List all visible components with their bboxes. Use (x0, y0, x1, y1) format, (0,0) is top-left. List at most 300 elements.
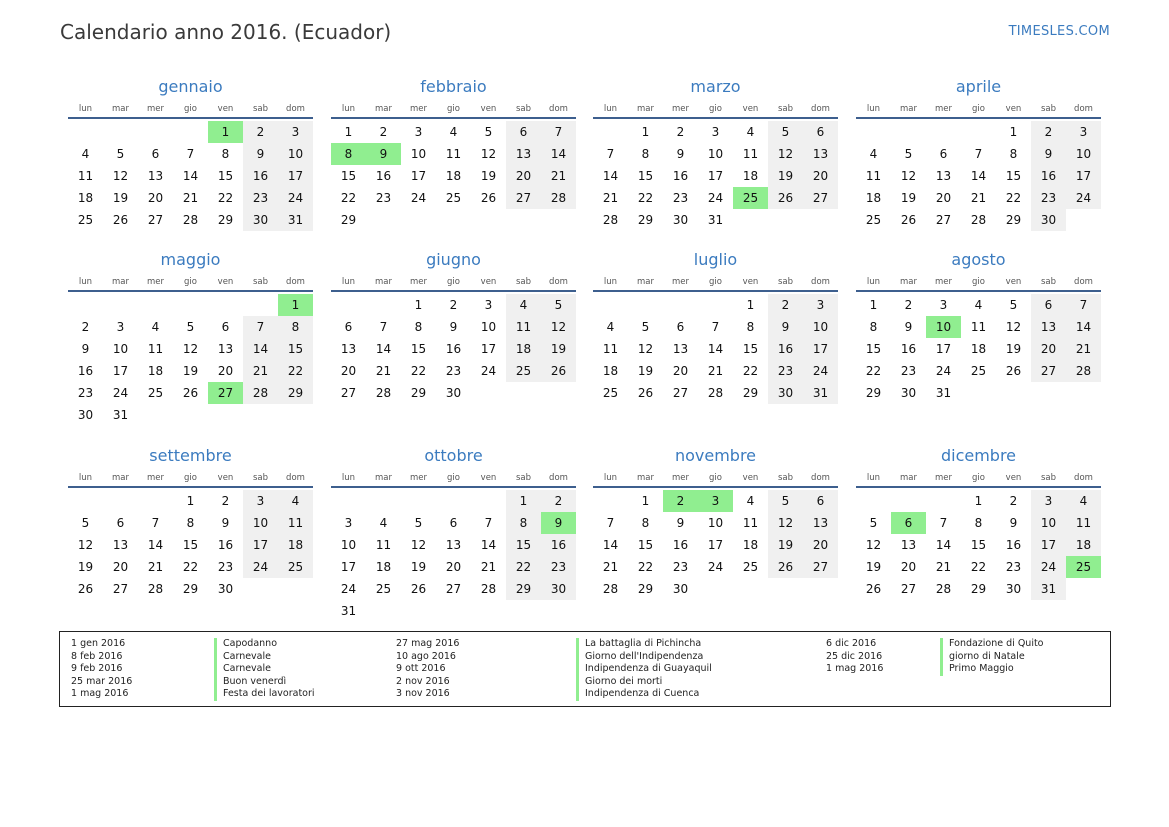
weekday-header-row (593, 277, 838, 289)
weekday-label: mer (409, 473, 427, 483)
day-cell: 23 (445, 364, 462, 378)
weekday-label: gio (709, 277, 722, 287)
weekday-label: mer (671, 473, 689, 483)
day-cell: 9 (676, 147, 685, 161)
day-cell: 15 (217, 169, 234, 183)
day-cell: 11 (445, 147, 462, 161)
day-cell: 31 (803, 382, 838, 404)
day-cell: 27 (935, 213, 952, 227)
weekday-label: dom (1074, 277, 1093, 287)
day-cell: 17 (278, 165, 313, 187)
day-cell: 31 (707, 213, 724, 227)
weekday-label: sab (515, 277, 532, 287)
day-cell: 31 (112, 408, 129, 422)
weekday-label: lun (603, 104, 618, 114)
day-cell: 15 (410, 342, 427, 356)
month-divider (68, 117, 313, 119)
day-cell: 8 (221, 147, 230, 161)
day-cell: 20 (803, 534, 838, 556)
day-cell: 9 (1009, 516, 1018, 530)
day-cell: 18 (865, 191, 882, 205)
weekday-label: mar (375, 473, 392, 483)
day-cell: 4 (869, 147, 878, 161)
day-cell: 24 (1066, 187, 1101, 209)
day-cell: 21 (541, 165, 576, 187)
month-divider (331, 486, 576, 488)
day-cell: 9 (221, 516, 230, 530)
day-cell: 13 (803, 143, 838, 165)
day-cell: 24 (278, 187, 313, 209)
day-cell: 4 (974, 298, 983, 312)
day-cell: 12 (768, 512, 803, 534)
day-cell: 29 (217, 213, 234, 227)
day-cell: 8 (869, 320, 878, 334)
month-divider (68, 290, 313, 292)
day-cell: 28 (147, 582, 164, 596)
day-cell: 5 (904, 147, 913, 161)
day-cell: 22 (182, 560, 199, 574)
month-name: novembre (674, 446, 757, 465)
day-cell: 1 (641, 125, 650, 139)
legend-date: 8 feb 2016 (71, 650, 123, 662)
day-cell: 5 (768, 121, 803, 143)
weekday-label: lun (341, 277, 356, 287)
day-cell: 23 (375, 191, 392, 205)
day-cell: 5 (484, 125, 493, 139)
weekday-label: ven (742, 277, 759, 287)
day-cell: 26 (112, 213, 129, 227)
weekday-label: mar (112, 277, 129, 287)
day-cell: 26 (480, 191, 497, 205)
weekday-label: mar (375, 277, 392, 287)
weekday-label: dom (549, 473, 568, 483)
day-cell: 5 (81, 516, 90, 530)
day-cell: 22 (865, 364, 882, 378)
month-name: marzo (690, 77, 741, 96)
weekday-label: ven (1005, 473, 1022, 483)
day-cell: 22 (970, 560, 987, 574)
day-cell: 18 (77, 191, 94, 205)
day-cell: 23 (541, 556, 576, 578)
day-cell: 10 (707, 516, 724, 530)
day-cell: 19 (637, 364, 654, 378)
weekday-label: ven (480, 104, 497, 114)
day-cell: 14 (480, 538, 497, 552)
day-cell: 21 (1066, 338, 1101, 360)
day-cell: 14 (541, 143, 576, 165)
weekday-label: mar (112, 473, 129, 483)
day-cell: 15 (278, 338, 313, 360)
day-cell: 18 (445, 169, 462, 183)
day-cell: 30 (445, 386, 462, 400)
weekday-label: mer (934, 104, 952, 114)
day-cell: 14 (602, 169, 619, 183)
day-cell: 26 (637, 386, 654, 400)
day-cell: 3 (116, 320, 125, 334)
weekday-label: ven (217, 473, 234, 483)
day-cell: 20 (900, 560, 917, 574)
day-cell: 23 (77, 386, 94, 400)
weekday-label: gio (972, 277, 985, 287)
day-cell: 4 (606, 320, 615, 334)
day-cell: 27 (445, 582, 462, 596)
day-cell: 28 (182, 213, 199, 227)
holiday-day-cell: 25 (1066, 556, 1101, 578)
day-cell: 19 (77, 560, 94, 574)
legend-holiday-name: Indipendenza di Cuenca (576, 688, 712, 701)
day-cell: 1 (974, 494, 983, 508)
day-cell: 6 (939, 147, 948, 161)
weekday-label: ven (480, 473, 497, 483)
day-cell: 10 (803, 316, 838, 338)
day-cell: 20 (935, 191, 952, 205)
day-cell: 15 (637, 169, 654, 183)
month-name: gennaio (158, 77, 223, 96)
day-cell: 6 (151, 147, 160, 161)
holiday-day-cell: 1 (278, 294, 313, 316)
month-name: maggio (160, 250, 221, 269)
weekday-label: ven (217, 277, 234, 287)
day-cell: 8 (1009, 147, 1018, 161)
weekday-label: dom (286, 473, 305, 483)
day-cell: 26 (410, 582, 427, 596)
day-cell: 16 (1005, 538, 1022, 552)
day-cell: 12 (768, 143, 803, 165)
day-cell: 3 (803, 294, 838, 316)
day-cell: 27 (147, 213, 164, 227)
legend-holiday-name: Buon venerdì (214, 676, 315, 689)
day-cell: 7 (186, 147, 195, 161)
day-cell: 13 (217, 342, 234, 356)
day-cell: 15 (742, 342, 759, 356)
day-cell: 11 (147, 342, 164, 356)
day-cell: 16 (900, 342, 917, 356)
day-cell: 21 (243, 360, 278, 382)
day-cell: 30 (672, 582, 689, 596)
day-cell: 16 (445, 342, 462, 356)
weekday-label: mer (409, 277, 427, 287)
holiday-day-cell: 3 (698, 490, 733, 512)
day-cell: 13 (672, 342, 689, 356)
day-cell: 13 (900, 538, 917, 552)
day-cell: 24 (480, 364, 497, 378)
day-cell: 13 (147, 169, 164, 183)
day-cell: 19 (865, 560, 882, 574)
day-cell: 12 (410, 538, 427, 552)
day-cell: 16 (1031, 165, 1066, 187)
legend-date: 27 mag 2016 (396, 638, 460, 649)
day-cell: 22 (742, 364, 759, 378)
day-cell: 26 (900, 213, 917, 227)
weekday-label: gio (184, 473, 197, 483)
day-cell: 23 (900, 364, 917, 378)
day-cell: 24 (707, 191, 724, 205)
day-cell: 26 (1005, 364, 1022, 378)
day-cell: 7 (939, 516, 948, 530)
day-cell: 7 (1066, 294, 1101, 316)
day-cell: 15 (637, 538, 654, 552)
weekday-label: dom (811, 277, 830, 287)
day-cell: 4 (379, 516, 388, 530)
day-cell: 19 (1005, 342, 1022, 356)
legend-date: 9 feb 2016 (71, 663, 123, 674)
day-cell: 9 (81, 342, 90, 356)
day-cell: 27 (340, 386, 357, 400)
weekday-label: mar (112, 104, 129, 114)
day-cell: 22 (217, 191, 234, 205)
day-cell: 20 (340, 364, 357, 378)
day-cell: 11 (970, 320, 987, 334)
day-cell: 20 (672, 364, 689, 378)
weekday-label: sab (777, 473, 794, 483)
legend-holiday-name: Primo Maggio (940, 663, 1044, 676)
day-cell: 25 (742, 560, 759, 574)
day-cell: 14 (182, 169, 199, 183)
weekday-header-row (331, 277, 576, 289)
day-cell: 28 (970, 213, 987, 227)
day-cell: 15 (340, 169, 357, 183)
day-cell: 8 (641, 516, 650, 530)
day-cell: 21 (480, 560, 497, 574)
day-cell: 13 (340, 342, 357, 356)
legend-date: 9 ott 2016 (396, 663, 446, 674)
day-cell: 17 (935, 342, 952, 356)
weekday-label: mer (934, 473, 952, 483)
day-cell: 10 (278, 143, 313, 165)
day-cell: 3 (278, 121, 313, 143)
day-cell: 30 (217, 582, 234, 596)
holiday-day-cell: 8 (331, 143, 366, 165)
month-name: febbraio (420, 77, 487, 96)
weekday-label: dom (286, 277, 305, 287)
day-cell: 16 (768, 338, 803, 360)
day-cell: 15 (970, 538, 987, 552)
weekday-label: dom (1074, 473, 1093, 483)
day-cell: 22 (637, 191, 654, 205)
day-cell: 21 (935, 560, 952, 574)
weekday-label: lun (78, 473, 93, 483)
day-cell: 11 (742, 516, 759, 530)
weekday-header-row (331, 104, 576, 116)
day-cell: 26 (182, 386, 199, 400)
legend-date: 10 ago 2016 (396, 650, 456, 662)
day-cell: 7 (484, 516, 493, 530)
day-cell: 20 (112, 560, 129, 574)
day-cell: 8 (186, 516, 195, 530)
month-name: dicembre (940, 446, 1017, 465)
day-cell: 1 (869, 298, 878, 312)
day-cell: 17 (1031, 534, 1066, 556)
day-cell: 27 (803, 556, 838, 578)
day-cell: 4 (506, 294, 541, 316)
day-cell: 25 (865, 213, 882, 227)
day-cell: 3 (484, 298, 493, 312)
day-cell: 13 (112, 538, 129, 552)
weekday-label: mar (900, 277, 917, 287)
weekday-label: dom (1074, 104, 1093, 114)
legend-col-2-names (576, 638, 712, 701)
day-cell: 26 (768, 187, 803, 209)
legend-holiday-name: giorno di Natale (940, 651, 1044, 664)
legend-date: 2 nov 2016 (396, 675, 450, 687)
legend-date: 25 dic 2016 (826, 650, 883, 662)
day-cell: 4 (81, 147, 90, 161)
day-cell: 16 (672, 538, 689, 552)
day-cell: 23 (1005, 560, 1022, 574)
day-cell: 22 (506, 556, 541, 578)
day-cell: 21 (375, 364, 392, 378)
weekday-label: mar (900, 473, 917, 483)
weekday-label: sab (252, 473, 269, 483)
weekday-label: lun (78, 104, 93, 114)
day-cell: 3 (1066, 121, 1101, 143)
day-cell: 3 (243, 490, 278, 512)
holiday-day-cell: 25 (733, 187, 768, 209)
holiday-day-cell: 9 (366, 143, 401, 165)
legend-holiday-name: Indipendenza di Guayaquil (576, 663, 712, 676)
weekday-label: dom (549, 277, 568, 287)
weekday-label: mar (637, 473, 654, 483)
day-cell: 24 (340, 582, 357, 596)
holiday-day-cell: 1 (208, 121, 243, 143)
day-cell: 23 (768, 360, 803, 382)
day-cell: 24 (707, 560, 724, 574)
day-cell: 18 (742, 169, 759, 183)
legend-date: 6 dic 2016 (826, 638, 877, 649)
day-cell: 7 (151, 516, 160, 530)
legend-date: 1 gen 2016 (71, 638, 126, 649)
weekday-header-row (856, 277, 1101, 289)
day-cell: 19 (480, 169, 497, 183)
weekday-label: gio (709, 473, 722, 483)
day-cell: 13 (935, 169, 952, 183)
weekday-label: mar (900, 104, 917, 114)
day-cell: 6 (506, 121, 541, 143)
weekday-label: mer (146, 473, 164, 483)
day-cell: 28 (935, 582, 952, 596)
day-cell: 29 (865, 386, 882, 400)
weekday-label: ven (742, 104, 759, 114)
day-cell: 17 (707, 538, 724, 552)
day-cell: 10 (707, 147, 724, 161)
day-cell: 2 (1031, 121, 1066, 143)
day-cell: 10 (243, 512, 278, 534)
day-cell: 25 (375, 582, 392, 596)
day-cell: 1 (344, 125, 353, 139)
day-cell: 2 (221, 494, 230, 508)
day-cell: 27 (1031, 360, 1066, 382)
day-cell: 5 (768, 490, 803, 512)
day-cell: 10 (340, 538, 357, 552)
day-cell: 25 (445, 191, 462, 205)
day-cell: 8 (506, 512, 541, 534)
day-cell: 22 (1005, 191, 1022, 205)
weekday-label: ven (1005, 277, 1022, 287)
day-cell: 6 (803, 121, 838, 143)
holiday-day-cell: 9 (541, 512, 576, 534)
day-cell: 19 (182, 364, 199, 378)
weekday-label: sab (515, 104, 532, 114)
day-cell: 19 (768, 165, 803, 187)
day-cell: 7 (379, 320, 388, 334)
holiday-legend (59, 631, 1111, 707)
day-cell: 31 (935, 386, 952, 400)
day-cell: 5 (1009, 298, 1018, 312)
weekday-label: gio (709, 104, 722, 114)
day-cell: 11 (375, 538, 392, 552)
weekday-label: mer (671, 277, 689, 287)
day-cell: 12 (480, 147, 497, 161)
day-cell: 7 (711, 320, 720, 334)
month-divider (856, 290, 1101, 292)
day-cell: 21 (707, 364, 724, 378)
weekday-label: dom (811, 473, 830, 483)
day-cell: 24 (935, 364, 952, 378)
weekday-label: ven (1005, 104, 1022, 114)
day-cell: 28 (1066, 360, 1101, 382)
day-cell: 14 (970, 169, 987, 183)
day-cell: 2 (541, 490, 576, 512)
day-cell: 13 (445, 538, 462, 552)
day-cell: 2 (449, 298, 458, 312)
weekday-header-row (331, 473, 576, 485)
day-cell: 10 (1031, 512, 1066, 534)
day-cell: 30 (672, 213, 689, 227)
day-cell: 19 (768, 534, 803, 556)
day-cell: 27 (803, 187, 838, 209)
weekday-label: ven (217, 104, 234, 114)
day-cell: 15 (182, 538, 199, 552)
month-name: giugno (426, 250, 481, 269)
day-cell: 30 (243, 209, 278, 231)
day-cell: 14 (375, 342, 392, 356)
day-cell: 15 (1005, 169, 1022, 183)
weekday-label: lun (603, 277, 618, 287)
day-cell: 23 (1031, 187, 1066, 209)
day-cell: 30 (1031, 209, 1066, 231)
day-cell: 21 (970, 191, 987, 205)
day-cell: 8 (641, 147, 650, 161)
weekday-label: lun (603, 473, 618, 483)
legend-col-2-dates (396, 638, 459, 701)
day-cell: 12 (900, 169, 917, 183)
day-cell: 18 (375, 560, 392, 574)
legend-date: 25 mar 2016 (71, 675, 133, 687)
day-cell: 28 (602, 582, 619, 596)
day-cell: 13 (803, 512, 838, 534)
day-cell: 10 (1066, 143, 1101, 165)
day-cell: 28 (243, 382, 278, 404)
day-cell: 3 (344, 516, 353, 530)
day-cell: 9 (449, 320, 458, 334)
day-cell: 17 (1066, 165, 1101, 187)
day-cell: 13 (1031, 316, 1066, 338)
day-cell: 8 (746, 320, 755, 334)
day-cell: 24 (803, 360, 838, 382)
day-cell: 16 (541, 534, 576, 556)
day-cell: 3 (711, 125, 720, 139)
day-cell: 3 (939, 298, 948, 312)
day-cell: 6 (676, 320, 685, 334)
weekday-label: lun (78, 277, 93, 287)
day-cell: 6 (344, 320, 353, 334)
weekday-label: sab (1040, 104, 1057, 114)
weekday-label: mer (146, 104, 164, 114)
day-cell: 20 (1031, 338, 1066, 360)
day-cell: 7 (606, 147, 615, 161)
day-cell: 12 (77, 538, 94, 552)
site-brand-link[interactable]: TIMESLES.COM (1008, 24, 1110, 39)
